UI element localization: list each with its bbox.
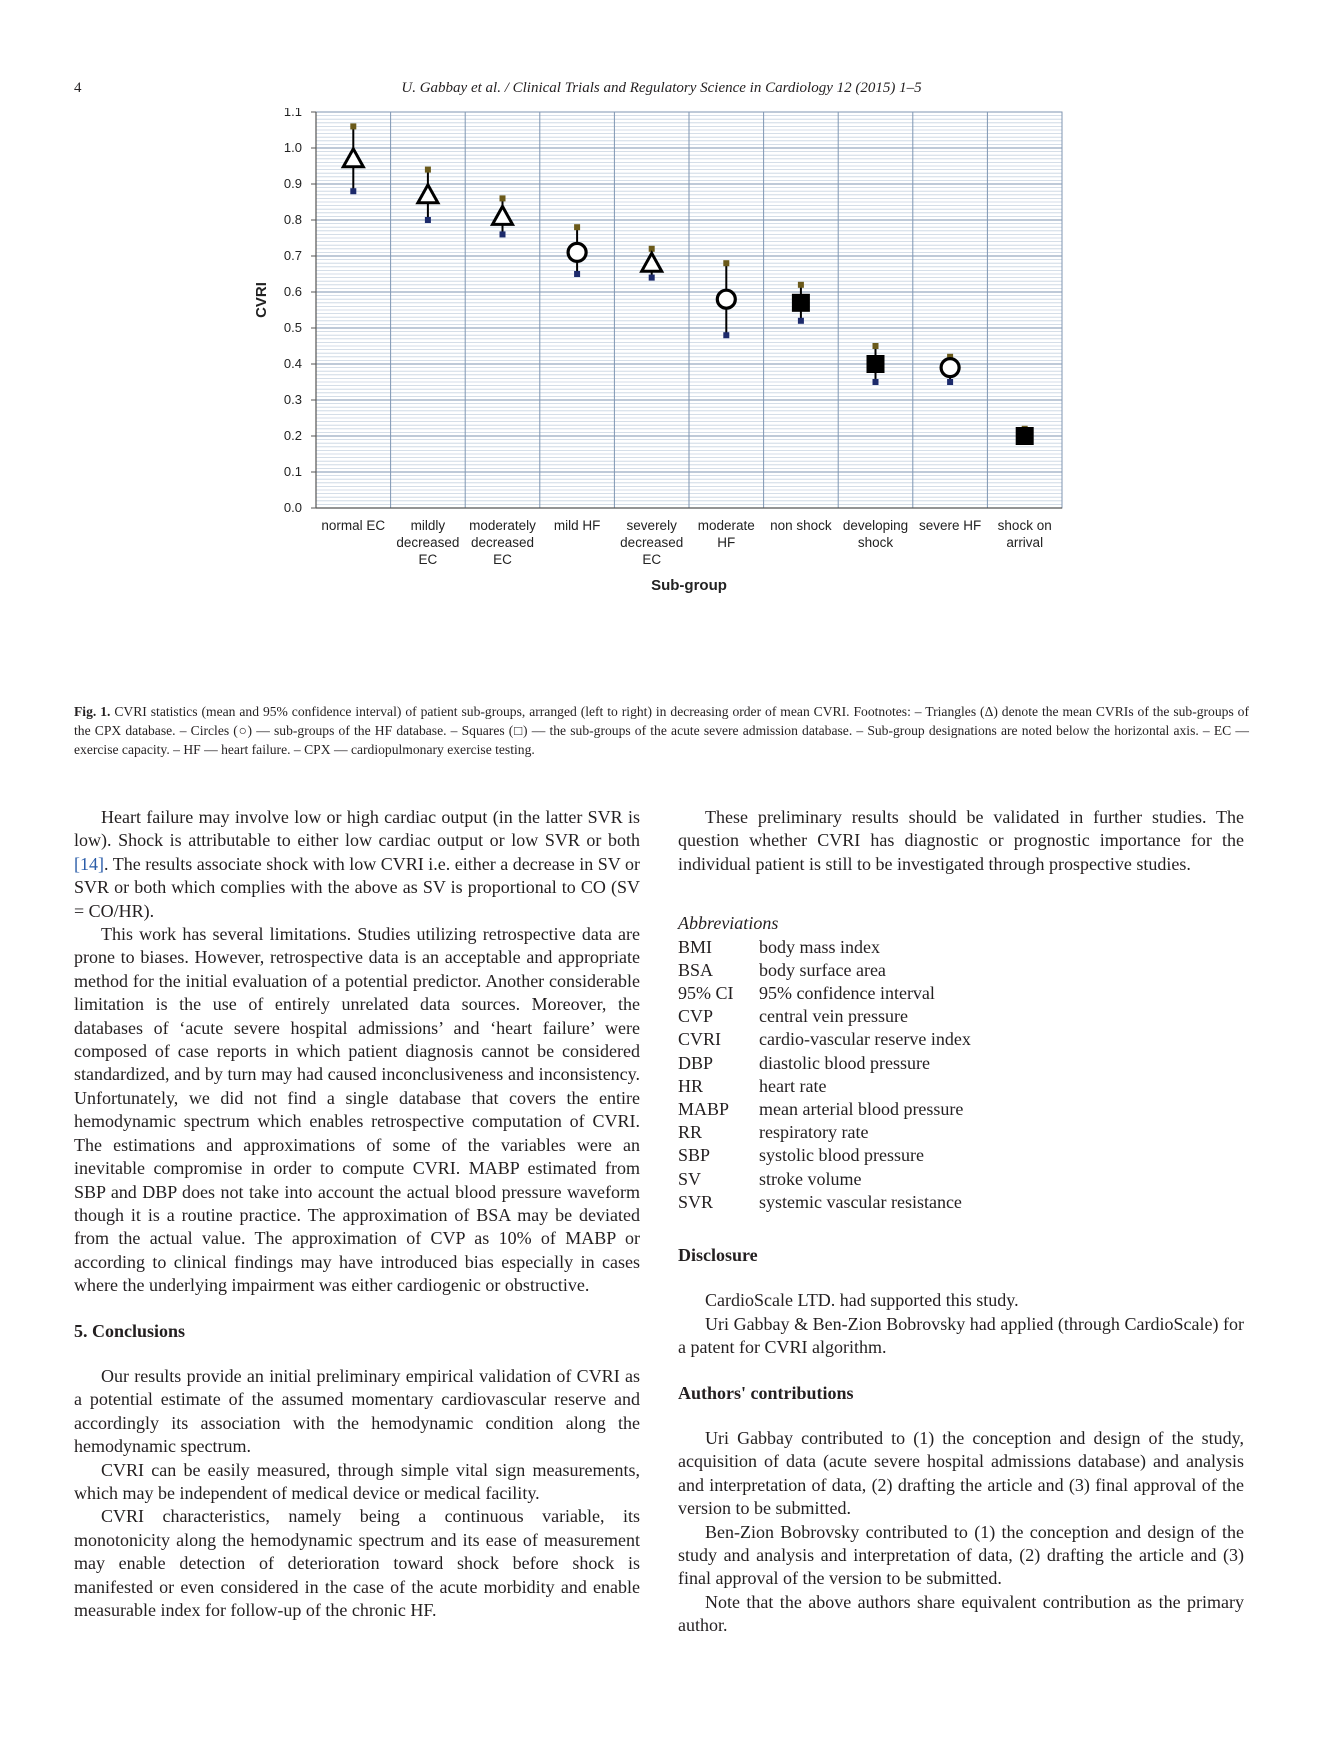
y-tick-label: 0.4 bbox=[283, 356, 302, 371]
paragraph: These preliminary results should be validated in further studies. The question whether CVRI has diagnostic or prognostic importance for the individual patient is still to be investigated through prospective studies. bbox=[678, 807, 1244, 874]
paragraph: Uri Gabbay & Ben-Zion Bobrovsky had applied (through CardioScale) for a patent for CVRI algorithm. bbox=[678, 1313, 1244, 1358]
y-tick-label: 0.1 bbox=[283, 464, 302, 479]
abbreviation-term: RR bbox=[678, 1122, 703, 1143]
paragraph: CVRI characteristics, namely being a continuous variable, its monotonicity along the hemodynamic spectrum and its ease of measurement may enable detection of deterioration toward shock before shock is manifested or even considered in the case of the acute morbidity and enable measurable index for follow-up of the chronic HF. bbox=[74, 1506, 640, 1620]
abbreviation-row bbox=[678, 959, 1244, 982]
paragraph: Note that the above authors share equivalent contribution as the primary author. bbox=[678, 1591, 1244, 1636]
abbreviation-term: DBP bbox=[678, 1052, 714, 1073]
abbreviation-term: HR bbox=[678, 1075, 704, 1096]
ci-lower-cap bbox=[350, 188, 356, 194]
mean-marker-square bbox=[1016, 427, 1034, 445]
x-category-label: EC bbox=[493, 552, 512, 567]
paragraph: CardioScale LTD. had supported this study. bbox=[705, 1290, 1019, 1311]
abbreviation-term: CVRI bbox=[678, 1029, 722, 1050]
abbreviations-list bbox=[678, 936, 1244, 1214]
y-tick-label: 1.0 bbox=[283, 140, 302, 155]
ci-lower-cap bbox=[723, 332, 729, 338]
abbreviation-row bbox=[678, 1075, 1244, 1098]
abbreviation-definition: systolic blood pressure bbox=[759, 1145, 924, 1166]
section-heading-contributions: Authors' contributions bbox=[678, 1382, 854, 1403]
x-category-label: mild HF bbox=[553, 518, 601, 533]
x-category-label: arrival bbox=[1006, 535, 1044, 550]
abbreviation-row bbox=[678, 1191, 1244, 1214]
ci-lower-cap bbox=[500, 231, 506, 237]
mean-marker-circle bbox=[717, 290, 735, 308]
abbreviation-definition: cardio-vascular reserve index bbox=[759, 1029, 971, 1050]
x-category-label: shock bbox=[857, 535, 894, 550]
y-tick-label: 0.6 bbox=[283, 284, 302, 299]
abbreviation-definition: body surface area bbox=[759, 959, 886, 980]
abbreviation-term: BSA bbox=[678, 959, 714, 980]
x-axis-title: Sub-group bbox=[651, 577, 727, 594]
mean-marker-circle bbox=[941, 359, 959, 377]
paragraph: Our results provide an initial preliminary empirical validation of CVRI as a potential estimate of the assumed momentary cardiovascular reserve and accordingly its association with the hemodynamic condition along the hemodynamic spectrum. bbox=[74, 1365, 640, 1457]
x-category-label: developing bbox=[842, 518, 909, 533]
abbreviation-definition: 95% confidence interval bbox=[759, 983, 935, 1003]
citation-link[interactable]: [14] bbox=[74, 853, 104, 874]
abbreviation-term: SBP bbox=[678, 1145, 711, 1166]
x-category-label: shock on bbox=[997, 518, 1052, 533]
abbreviation-row bbox=[678, 1144, 1244, 1167]
x-category-label: mildly bbox=[410, 518, 446, 533]
y-tick-label: 0.0 bbox=[283, 500, 302, 515]
abbreviation-definition: mean arterial blood pressure bbox=[759, 1098, 964, 1119]
x-category-label: decreased bbox=[620, 535, 684, 550]
abbreviation-row bbox=[678, 1121, 1244, 1144]
y-axis-title: CVRI bbox=[253, 282, 270, 318]
abbreviation-definition: systemic vascular resistance bbox=[759, 1191, 962, 1212]
x-category-label: decreased bbox=[396, 535, 460, 550]
abbreviation-row bbox=[678, 936, 1244, 959]
abbreviation-term: BMI bbox=[678, 936, 713, 957]
section-heading-disclosure: Disclosure bbox=[678, 1244, 758, 1265]
figure-caption bbox=[74, 702, 1249, 759]
x-category-label: moderate bbox=[697, 518, 755, 533]
x-category-label: decreased bbox=[470, 535, 535, 550]
paragraph bbox=[74, 806, 640, 923]
x-category-label: moderately bbox=[469, 518, 536, 533]
x-category-label: normal EC bbox=[321, 518, 386, 533]
right-column bbox=[678, 806, 1244, 1638]
ci-upper-cap bbox=[798, 282, 804, 288]
abbreviation-term: SV bbox=[678, 1168, 702, 1189]
paragraph: Ben-Zion Bobrovsky contributed to (1) the conception and design of the study and analysis and interpretation of data, (2) drafting the article and (3) final approval of the version to be submitted. bbox=[678, 1521, 1244, 1589]
abbreviation-row bbox=[678, 1005, 1244, 1028]
x-category-label: HF bbox=[717, 535, 736, 550]
ci-lower-cap bbox=[574, 271, 580, 277]
abbreviation-term: CVP bbox=[678, 1006, 714, 1027]
y-tick-label: 0.9 bbox=[283, 176, 302, 191]
ci-upper-cap bbox=[574, 224, 580, 230]
caption-text: CVRI statistics (mean and 95% confidence interval) of patient sub-groups, arranged (left to right) in decreasing order of mean CVRI. Footnotes: – Triangles (Δ) denote the mean CVRIs of the sub-groups of the CPX database. – Circles (○) — sub-groups of the HF database. – Squares (□) — the sub-groups of the acute severe admission database. – Sub-group designations are noted below the horizontal axis. – EC — exercise capacity. – HF — heart failure. – CPX — cardiopulmonary exercise testing. bbox=[74, 704, 1249, 757]
paragraph-text: Heart failure may involve low or high cardiac output (in the latter SVR is low). Shock is attributable to either low cardiac output or low SVR or both bbox=[74, 807, 640, 851]
ci-lower-cap bbox=[798, 318, 804, 324]
figure-1 bbox=[240, 108, 1100, 688]
y-tick-label: 1.1 bbox=[283, 108, 302, 119]
x-category-label: EC bbox=[418, 552, 438, 567]
abbreviations-title: Abbreviations bbox=[678, 913, 779, 934]
abbreviation-definition: respiratory rate bbox=[759, 1122, 869, 1143]
cvri-chart bbox=[240, 108, 1100, 688]
abbreviation-definition: diastolic blood pressure bbox=[759, 1052, 930, 1073]
y-tick-label: 0.2 bbox=[283, 428, 302, 443]
abbreviation-row bbox=[678, 1168, 1244, 1191]
x-category-label: non shock bbox=[770, 518, 832, 533]
paragraph: Uri Gabbay contributed to (1) the conception and design of the study, acquisition of data (acute severe hospital admissions database) and analysis and interpretation of data, (2) drafting the article and (3) final approval of the version to be submitted. bbox=[678, 1427, 1244, 1519]
paragraph: This work has several limitations. Studies utilizing retrospective data are prone to biases. However, retrospective data is an acceptable and appropriate method for the initial evaluation of a potential predictor. Another considerable limitation is the use of entirely unrelated data sources. Moreover, the databases of ‘acute severe hospital admissions’ and ‘heart failure’ were composed of case reports in which patient diagnosis cannot be considered standardized, and by turn may had caused inconclusiveness and inconsistency. Unfortunately, we did not find a single database that covers the entire hemodynamic spectrum which enables retrospective computation of CVRI. The estimations and approximations of some of the variables were an inevitable compromise in order to compute CVRI. MABP estimated from SBP and DBP does not take into account the actual blood pressure waveform though it is a routine practice. The approximation of BSA may be deviated from the actual value. The approximation of CVP as 10% of MABP or according to clinical findings may have introduced bias especially in cases where the underlying impairment was either cardiogenic or obstructive. bbox=[74, 924, 640, 1296]
y-tick-label: 0.5 bbox=[283, 320, 302, 335]
ci-upper-cap bbox=[723, 260, 729, 266]
y-tick-label: 0.8 bbox=[283, 212, 302, 227]
y-tick-label: 0.3 bbox=[283, 392, 302, 407]
x-category-label: severe HF bbox=[918, 518, 982, 533]
abbreviation-definition: central vein pressure bbox=[759, 1006, 908, 1027]
ci-lower-cap bbox=[873, 379, 879, 385]
ci-upper-cap bbox=[425, 167, 431, 173]
abbreviation-definition: body mass index bbox=[759, 936, 880, 957]
abbreviation-row bbox=[678, 982, 1244, 1005]
mean-marker-square bbox=[867, 355, 885, 373]
y-tick-label: 0.7 bbox=[283, 248, 302, 263]
ci-lower-cap bbox=[947, 379, 953, 385]
caption-label: Fig. 1. bbox=[74, 704, 111, 719]
abbreviation-term: MABP bbox=[678, 1098, 730, 1119]
abbreviation-row bbox=[678, 1098, 1244, 1121]
page-number: 4 bbox=[74, 80, 82, 96]
ci-lower-cap bbox=[425, 217, 431, 223]
abbreviation-row bbox=[678, 1028, 1244, 1051]
abbreviation-definition: heart rate bbox=[759, 1075, 827, 1096]
x-category-label: severely bbox=[626, 518, 677, 533]
ci-lower-cap bbox=[649, 275, 655, 281]
left-column bbox=[74, 806, 640, 1622]
running-head: U. Gabbay et al. / Clinical Trials and Regulatory Science in Cardiology 12 (2015) 1–5 bbox=[401, 80, 922, 96]
paragraph-text: . The results associate shock with low CVRI i.e. either a decrease in SV or SVR or both which complies with the above as SV is proportional to CO (SV = CO/HR). bbox=[74, 853, 640, 921]
abbreviation-definition: stroke volume bbox=[759, 1168, 862, 1189]
mean-marker-circle bbox=[568, 243, 586, 261]
abbreviation-term: 95% CI bbox=[678, 983, 734, 1003]
section-heading-conclusions: 5. Conclusions bbox=[74, 1320, 186, 1341]
mean-marker-square bbox=[792, 294, 810, 312]
abbreviation-row bbox=[678, 1052, 1244, 1075]
abbreviation-term: SVR bbox=[678, 1191, 714, 1212]
ci-upper-cap bbox=[873, 343, 879, 349]
x-category-label: EC bbox=[642, 552, 662, 567]
paragraph: CVRI can be easily measured, through simple vital sign measurements, which may be independent of medical device or medical facility. bbox=[74, 1459, 640, 1503]
ci-upper-cap bbox=[500, 195, 506, 201]
ci-upper-cap bbox=[350, 123, 356, 129]
